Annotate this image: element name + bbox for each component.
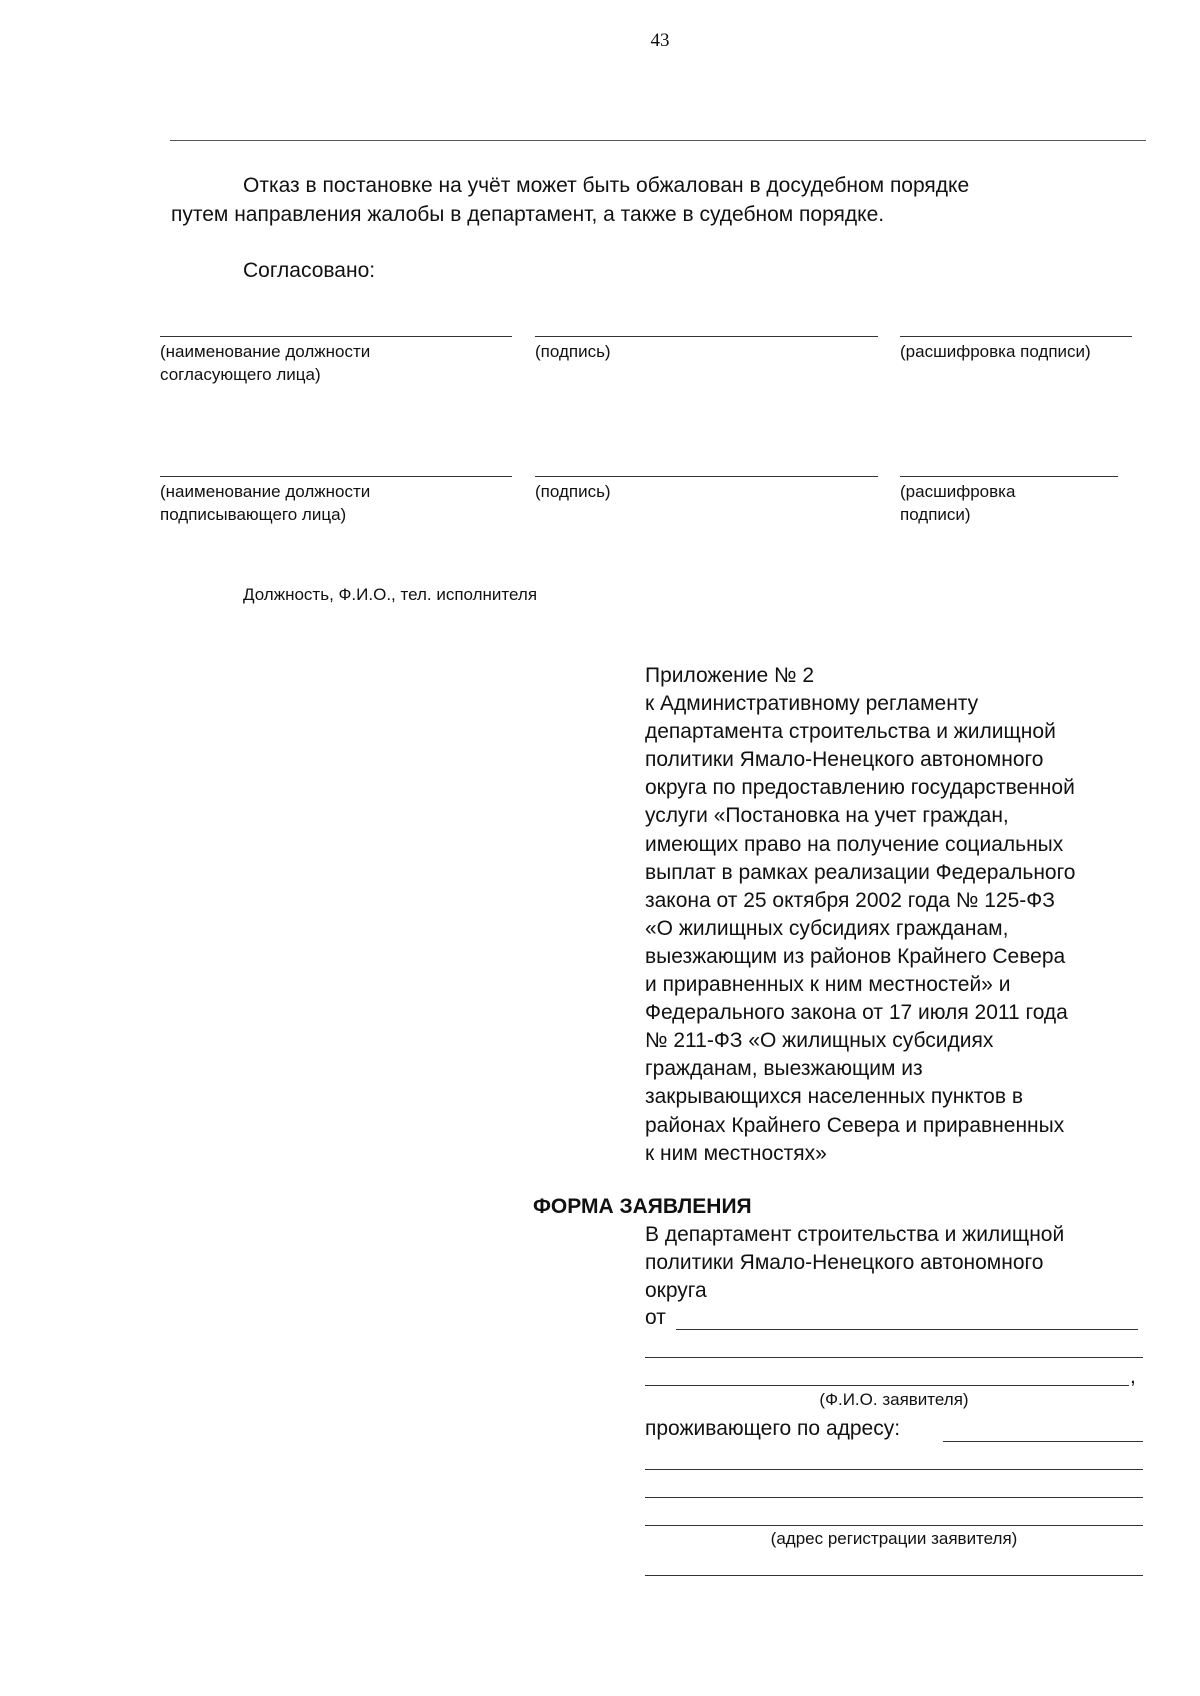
form-title: ФОРМА ЗАЯВЛЕНИЯ	[533, 1195, 752, 1218]
from-label: от	[645, 1306, 666, 1329]
applicant-name-line-2[interactable]	[645, 1357, 1143, 1358]
signature-caption-2: (подпись)	[535, 482, 611, 501]
appendix-header	[645, 662, 1175, 1168]
applicant-name-line-3[interactable]	[645, 1385, 1129, 1386]
appeal-paragraph-line-2: путем направления жалобы в департамент, а также в судебном порядке.	[171, 203, 885, 226]
signature-line-2	[535, 476, 878, 477]
appendix-line: политики Ямало-Ненецкого автономного	[645, 748, 1044, 772]
addressee-line: политики Ямало-Ненецкого автономного	[645, 1251, 1044, 1274]
address-line-3[interactable]	[645, 1497, 1143, 1498]
position-caption-1	[160, 340, 370, 386]
decoding-caption-1: (расшифровка подписи)	[900, 342, 1091, 361]
appendix-line: Приложение № 2	[645, 664, 815, 687]
appeal-paragraph-line-1: Отказ в постановке на учёт может быть обжалован в досудебном порядке	[243, 174, 970, 197]
addressee-block	[645, 1221, 1064, 1305]
signature-caption-1: (подпись)	[535, 342, 611, 361]
addressee-line: округа	[645, 1279, 707, 1302]
position-caption-2-line-2: подписывающего лица)	[160, 505, 347, 524]
appendix-line: № 211-ФЗ «О жилищных субсидиях	[645, 1029, 994, 1053]
addressee-line: В департамент строительства и жилищной	[645, 1223, 1065, 1246]
address-line-4[interactable]	[645, 1525, 1143, 1526]
appendix-line: закрывающихся населенных пунктов в	[645, 1085, 1024, 1109]
registration-address-caption: (адрес регистрации заявителя)	[770, 1529, 1018, 1548]
decoding-caption-2	[900, 480, 1015, 526]
agreed-label: Согласовано:	[243, 259, 376, 282]
appendix-line: Федерального закона от 17 июля 2011 года	[645, 1001, 1068, 1025]
from-field-line[interactable]	[676, 1329, 1138, 1330]
applicant-name-caption: (Ф.И.О. заявителя)	[819, 1390, 969, 1409]
applicant-name-comma: ,	[1130, 1365, 1136, 1388]
position-line-1	[160, 336, 512, 337]
position-line-2	[160, 476, 512, 477]
appendix-line: департамента строительства и жилищной	[645, 720, 1056, 744]
position-caption-2	[160, 480, 370, 526]
decoding-line-1	[900, 336, 1132, 337]
appendix-line: округа по предоставлению государственной	[645, 776, 1075, 800]
signature-line-1	[535, 336, 878, 337]
header-divider	[170, 140, 1146, 141]
decoding-caption-2-line-2: подписи)	[900, 505, 971, 524]
address-line-5[interactable]	[645, 1575, 1143, 1576]
appendix-line: имеющих право на получение социальных	[645, 832, 1064, 856]
appendix-line: закона от 25 октября 2002 года № 125-ФЗ	[645, 888, 1055, 912]
executor-label: Должность, Ф.И.О., тел. исполнителя	[243, 585, 538, 604]
appendix-line: и приравненных к ним местностей» и	[645, 973, 1011, 997]
appendix-line: к ним местностях»	[645, 1141, 827, 1165]
appendix-line: услуги «Постановка на учет граждан,	[645, 804, 1009, 828]
appendix-line: «О жилищных субсидиях гражданам,	[645, 916, 1009, 940]
appendix-line: выезжающим из районов Крайнего Севера	[645, 944, 1066, 968]
residing-label: проживающего по адресу:	[645, 1417, 901, 1440]
address-line-1[interactable]	[943, 1441, 1143, 1442]
decoding-line-2	[900, 476, 1118, 477]
address-line-2[interactable]	[645, 1469, 1143, 1470]
appendix-line: гражданам, выезжающим из	[645, 1057, 923, 1081]
appendix-line: к Административному регламенту	[645, 692, 979, 716]
appendix-line: выплат в рамках реализации Федерального	[645, 860, 1076, 884]
position-caption-1-line-2: согласующего лица)	[160, 365, 321, 384]
decoding-caption-2-line-1: (расшифровка	[900, 482, 1016, 501]
position-caption-2-line-1: (наименование должности	[160, 482, 371, 501]
appendix-line: районах Крайнего Севера и приравненных	[645, 1113, 1065, 1137]
position-caption-1-line-1: (наименование должности	[160, 342, 371, 361]
page-number: 43	[650, 30, 670, 51]
